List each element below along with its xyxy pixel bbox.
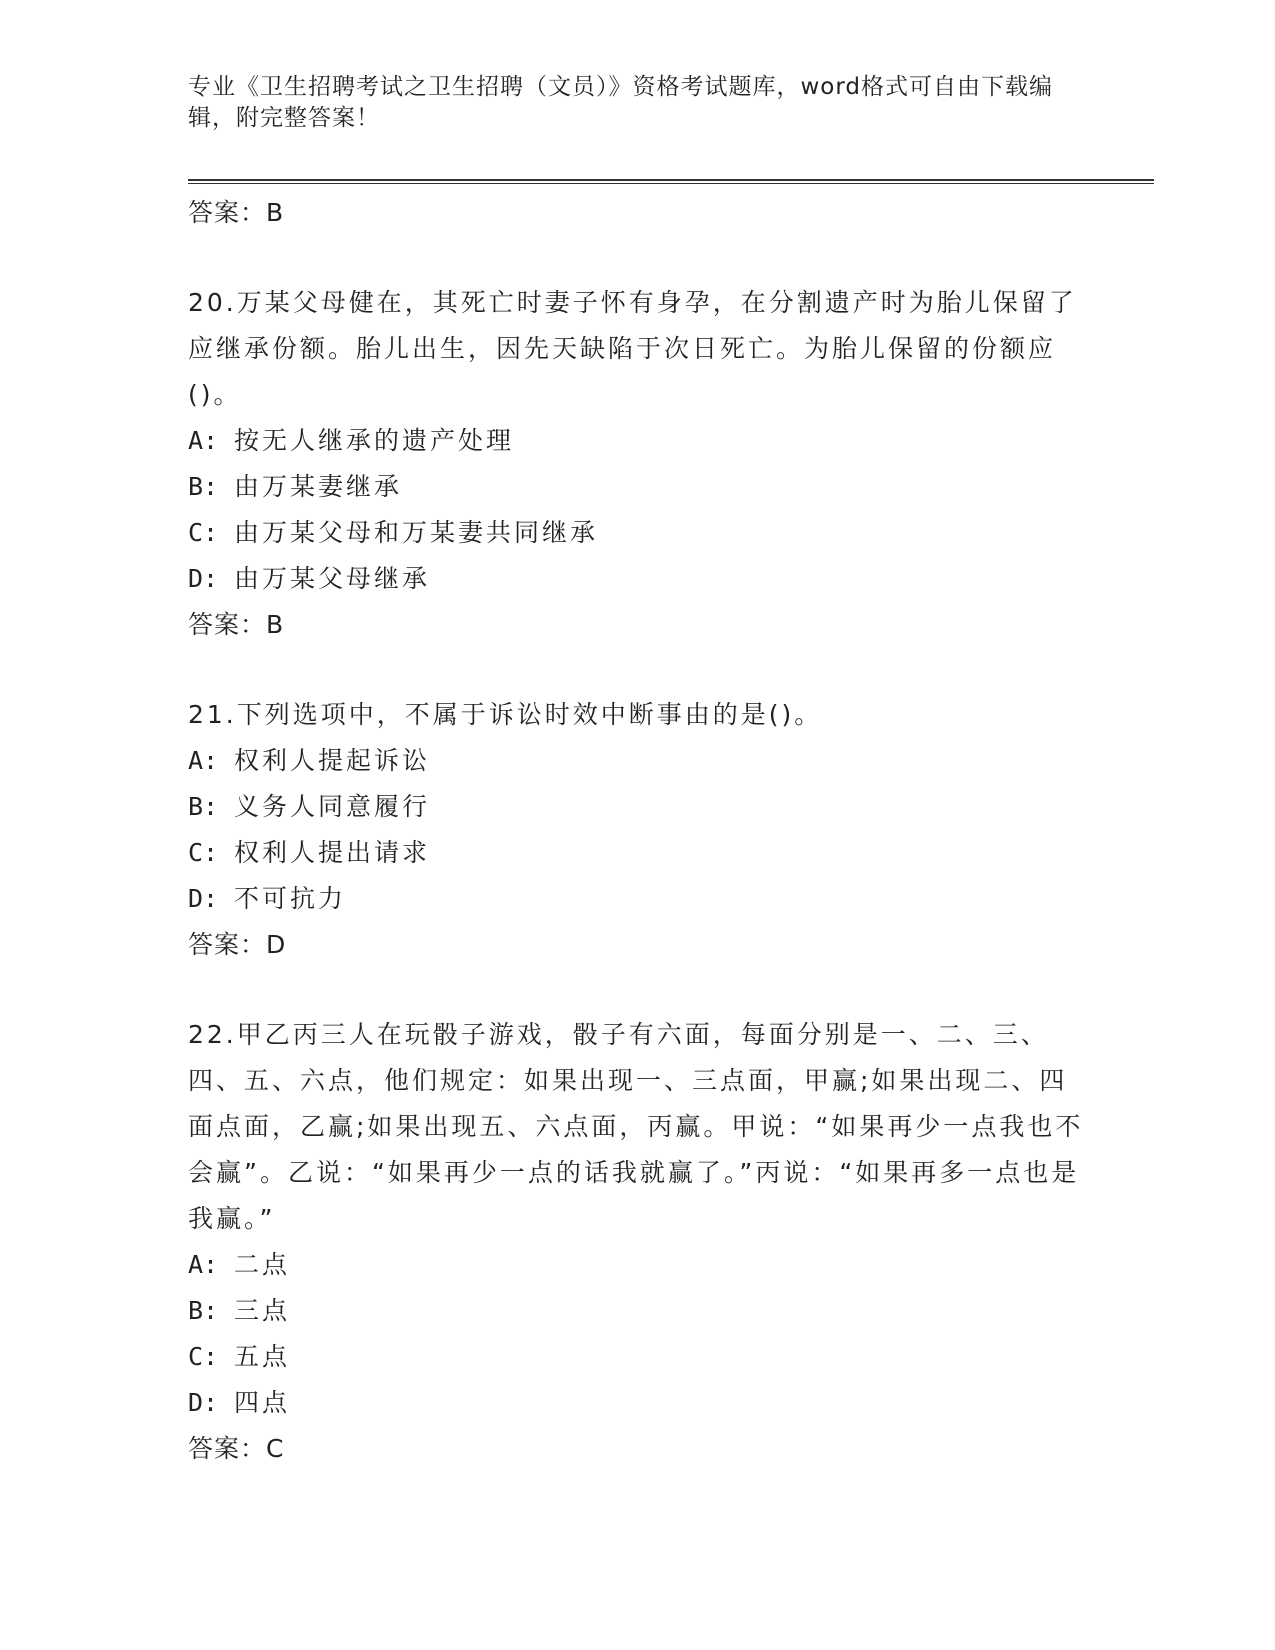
header-rule-thick bbox=[188, 179, 1154, 181]
option-b bbox=[188, 1288, 1088, 1334]
option-d bbox=[188, 556, 1088, 602]
option-b bbox=[188, 464, 1088, 510]
option-letter: B: bbox=[188, 472, 219, 501]
option-text: 二点 bbox=[234, 1250, 291, 1279]
option-letter: C: bbox=[188, 518, 219, 547]
option-letter: D: bbox=[188, 884, 219, 913]
option-text: 由万某妻继承 bbox=[234, 472, 403, 501]
spacer bbox=[188, 236, 1088, 280]
option-c bbox=[188, 830, 1088, 876]
option-a bbox=[188, 738, 1088, 784]
option-text: 由万某父母和万某妻共同继承 bbox=[234, 518, 599, 547]
question-text: 22.甲乙丙三人在玩骰子游戏，骰子有六面，每面分别是一、二、三、四、五、六点，他们规定：如果出现一、三点面，甲赢;如果出现二、四面点面，乙赢;如果出现五、六点面，丙赢。甲说：“如果再少一点我也不会赢”。乙说：“如果再少一点的话我就赢了。”丙说：“如果再多一点也是我赢。” bbox=[188, 1020, 1084, 1233]
option-c bbox=[188, 510, 1088, 556]
option-d bbox=[188, 876, 1088, 922]
option-letter: B: bbox=[188, 1296, 219, 1325]
option-letter: B: bbox=[188, 792, 219, 821]
option-text: 义务人同意履行 bbox=[234, 792, 431, 821]
answer: 答案：B bbox=[188, 610, 285, 639]
previous-answer: 答案：B bbox=[188, 198, 285, 227]
option-text: 四点 bbox=[234, 1388, 291, 1417]
question-text: 21.下列选项中，不属于诉讼时效中断事由的是()。 bbox=[188, 700, 823, 729]
option-letter: C: bbox=[188, 1342, 219, 1371]
question-list bbox=[188, 190, 1088, 1472]
spacer bbox=[188, 648, 1088, 692]
option-a bbox=[188, 418, 1088, 464]
option-text: 三点 bbox=[234, 1296, 291, 1325]
option-text: 权利人提出请求 bbox=[234, 838, 431, 867]
spacer bbox=[188, 968, 1088, 1012]
option-letter: C: bbox=[188, 838, 219, 867]
option-a bbox=[188, 1242, 1088, 1288]
question-22 bbox=[188, 1012, 1088, 1472]
option-text: 不可抗力 bbox=[234, 884, 347, 913]
option-text: 由万某父母继承 bbox=[234, 564, 431, 593]
answer: 答案：C bbox=[188, 1434, 285, 1463]
question-text: 20.万某父母健在，其死亡时妻子怀有身孕，在分割遗产时为胎儿保留了应继承份额。胎儿出生，因先天缺陷于次日死亡。为胎儿保留的份额应()。 bbox=[188, 288, 1077, 409]
option-d bbox=[188, 1380, 1088, 1426]
question-20 bbox=[188, 280, 1088, 648]
document-header: 专业《卫生招聘考试之卫生招聘（文员）》资格考试题库，word格式可自由下载编辑，附完整答案！ bbox=[188, 74, 1054, 131]
option-text: 按无人继承的遗产处理 bbox=[234, 426, 515, 455]
option-letter: A: bbox=[188, 1250, 219, 1279]
option-letter: A: bbox=[188, 746, 219, 775]
option-letter: D: bbox=[188, 1388, 219, 1417]
option-text: 五点 bbox=[234, 1342, 291, 1371]
option-c bbox=[188, 1334, 1088, 1380]
option-letter: A: bbox=[188, 426, 219, 455]
question-21 bbox=[188, 692, 1088, 968]
answer: 答案：D bbox=[188, 930, 287, 959]
option-b bbox=[188, 784, 1088, 830]
option-letter: D: bbox=[188, 564, 219, 593]
header-rule-thin bbox=[188, 183, 1154, 184]
option-text: 权利人提起诉讼 bbox=[234, 746, 431, 775]
